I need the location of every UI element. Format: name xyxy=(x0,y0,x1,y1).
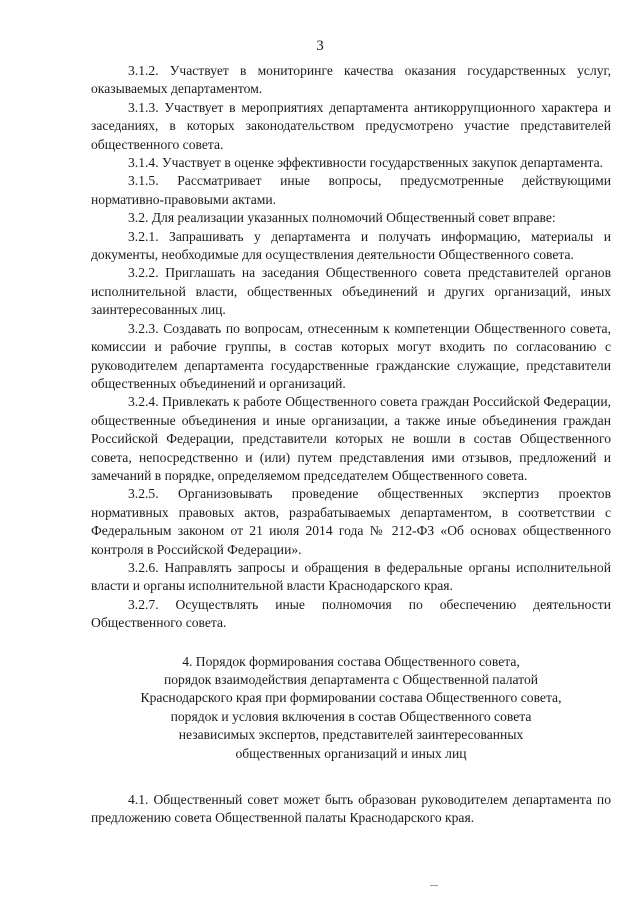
paragraph-3-1-4: 3.1.4. Участвует в оценке эффективности государственных закупок департамента. xyxy=(128,155,604,171)
section-heading-line: порядок взаимодействия департамента с Общественной палатой xyxy=(163,672,539,687)
section-heading-line: Краснодарского края при формировании состава Общественного совета, xyxy=(140,690,562,706)
paragraph-3-2-7: 3.2.7. Осуществлять иные полномочия по обеспечению деятельности Общественного совета. xyxy=(91,596,611,631)
paragraph-3-1-3: 3.1.3. Участвует в мероприятиях департамента антикоррупционного характера и заседаниях, в которых законодательством предусмотрено участие представителей общественного совета. xyxy=(91,99,611,152)
paragraph-3-2-5: 3.2.5. Организовывать проведение общественных экспертиз проектов нормативных правовых актов, разрабатываемых департаментом, в соответствии с Федеральным законом от 21 июля 2014 года № 212-ФЗ «Об основах общественного контроля в Российской Федерации». xyxy=(91,486,611,557)
scan-mark xyxy=(430,885,438,886)
document-body xyxy=(91,62,611,828)
paragraph-3-2-2: 3.2.2. Приглашать на заседания Общественного совета представителей органов исполнительной власти, общественных объединений и других организаций, иных заинтересованных лиц. xyxy=(91,265,611,318)
page-number: 3 xyxy=(316,38,324,54)
section-heading-line: общественных организаций и иных лиц xyxy=(235,745,467,761)
paragraph-3-2-6: 3.2.6. Направлять запросы и обращения в федеральные органы исполнительной власти и органы исполнительной власти Краснодарского края. xyxy=(91,559,611,594)
section-heading-line: независимых экспертов, представителей заинтересованных xyxy=(178,727,524,743)
paragraph-3-1-2: 3.1.2. Участвует в мониторинге качества оказания государственных услуг, оказываемых департаментом. xyxy=(91,63,611,97)
paragraph-3-2: 3.2. Для реализации указанных полномочий Общественный совет вправе: xyxy=(128,210,556,226)
paragraph-3-2-4: 3.2.4. Привлекать к работе Общественного совета граждан Российской Федерации, общественные объединения и иные организации, а также иные объединения граждан Российской Федерации, представители которых не вошли в состав Общественного совета, непосредственно и (или) путем представления ими отзывов, предложений и замечаний в порядке, определяемом председателем Общественного совета. xyxy=(91,394,611,483)
section-4-heading xyxy=(91,653,611,763)
section-4-body xyxy=(91,791,611,828)
paragraph-3-2-1: 3.2.1. Запрашивать у департамента и получать информацию, материалы и документы, необходимые для осуществления деятельности Общественного совета. xyxy=(91,228,611,263)
paragraph-3-2-3: 3.2.3. Создавать по вопросам, отнесенным к компетенции Общественного совета, комиссии и рабочие группы, в состав которых могут входить по согласованию с руководителем департамента государственные гражданские служащие, представители общественных объединений и организаций. xyxy=(91,320,611,391)
paragraph-3-1-5: 3.1.5. Рассматривает иные вопросы, предусмотренные действующими нормативно-правовыми актами. xyxy=(91,173,611,207)
section-heading-line: 4. Порядок формирования состава Общественного совета, xyxy=(182,653,520,669)
section-heading-line: порядок и условия включения в состав Общественного совета xyxy=(170,708,532,724)
paragraph-4-1: 4.1. Общественный совет может быть образован руководителем департамента по предложению совета Общественной палаты Краснодарского края. xyxy=(91,792,611,826)
